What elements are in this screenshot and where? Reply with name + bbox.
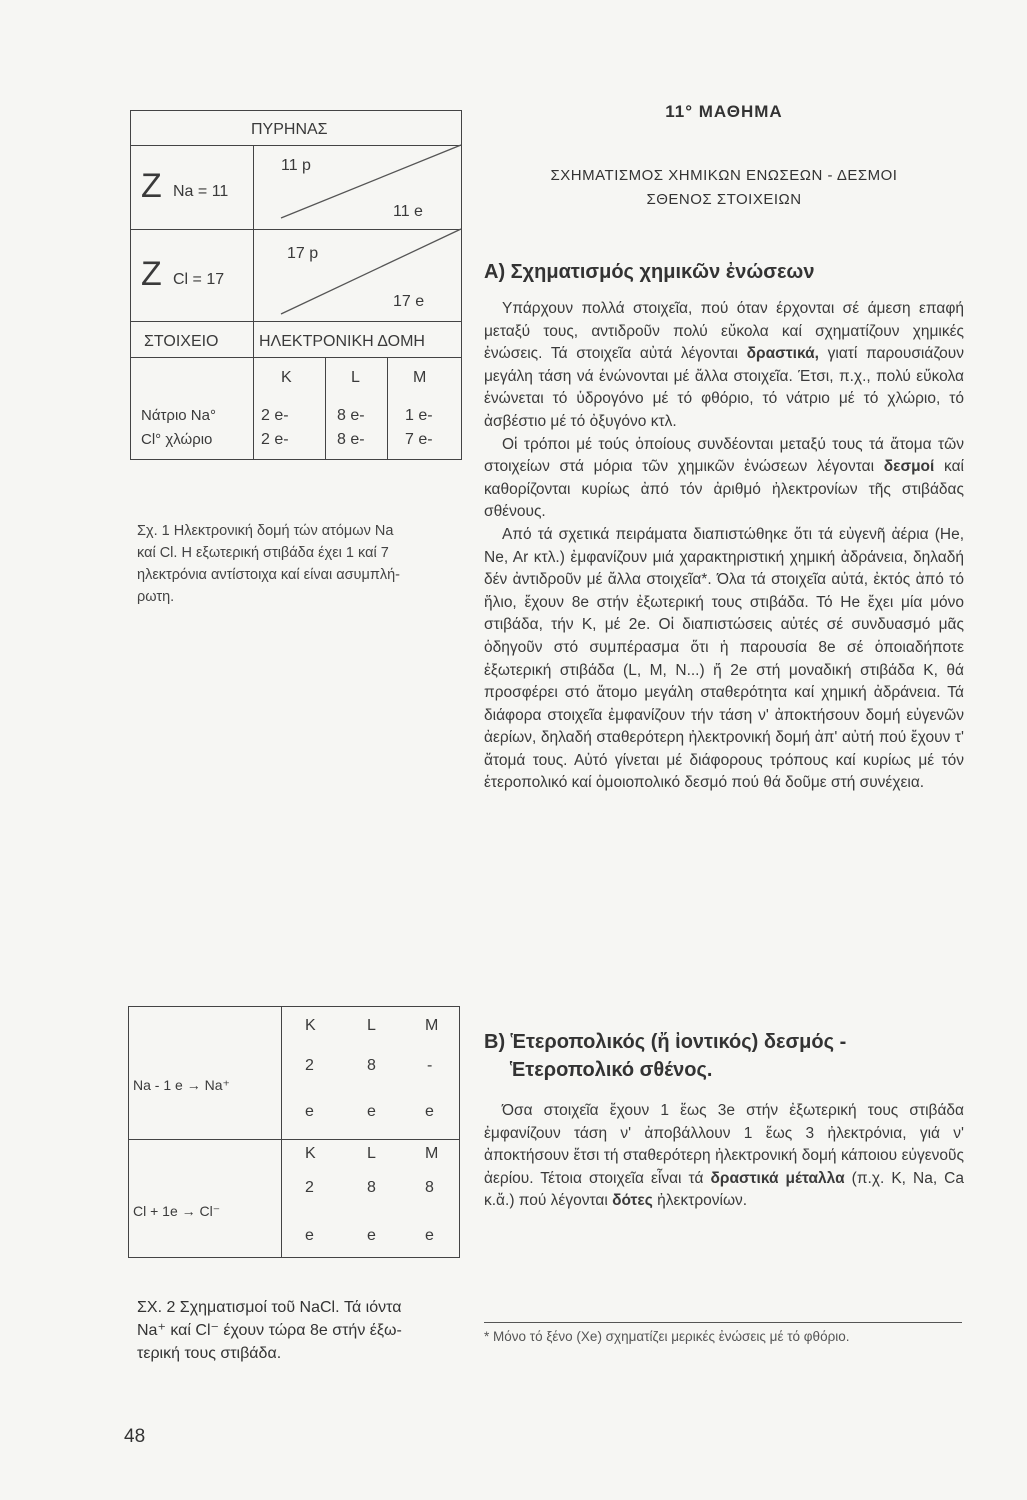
na-l-unit: e	[367, 1103, 376, 1120]
nucleus-structure-table	[130, 110, 462, 460]
nacl-formation-table	[128, 1006, 460, 1258]
element-sodium: Νάτριο Na°	[141, 407, 216, 424]
bold-term: δότες	[612, 1192, 653, 1210]
cl-m-count: 8	[425, 1179, 434, 1196]
section-a-paragraph-2: Οἱ τρόποι μέ τούς ὁποίους συνδέονται μεταξύ τους τά ἄτομα τῶν στοιχείων στά μόρια τῶν χημικῶν ἐνώσεων λέγονται δεσμοί καί καθορίζονται κυρίως ἀπό τόν ἀριθμό ἠλεκτρονίων τῆς στιβάδας σθένους.	[484, 435, 964, 521]
na-k-count: 2	[305, 1057, 314, 1074]
z-na-symbol: Z	[141, 167, 162, 205]
na-electrons: 11 e	[393, 203, 423, 220]
lesson-subtitle-line1: ΣΧΗΜΑΤΙΣΜΟΣ ΧΗΜΙΚΩΝ ΕΝΩΣΕΩΝ - ΔΕΣΜΟΙ	[550, 167, 898, 184]
na-equation: Na - 1 e → Na⁺	[133, 1077, 230, 1093]
na-l-value: 8 e-	[337, 407, 365, 424]
na-m-value: 1 e-	[405, 407, 433, 424]
lesson-subtitle	[484, 164, 964, 212]
cl-equation: Cl + 1e → Cl⁻	[133, 1203, 221, 1219]
na-k-unit: e	[305, 1103, 314, 1120]
section-a-paragraph-3: Από τά σχετικά πειράματα διαπιστώθηκε ὅτι τά εὐγενῆ ἀέρια (He, Ne, Ar κτλ.) ἐμφανίζουν μιά χαρακτηριστική χημική ἀδράνεια, δηλαδή δέν ἀντιδροῦν μέ ἄλλα στοιχεῖα*. Όλα τά στοιχεῖα αὐτά, ἐκτός ἀπό τό ἥλιο, ἔχουν 8e στήν ἐξωτερική τους στιβάδα. Τό He ἔχει μία μόνο στιβάδα, τήν Κ, μέ 2e. Οἱ διαπιστώσεις αὐτές σέ συνδυασμό μᾶς ὁδηγοῦν στό συμπέρασμα ὅτι ἡ παρουσία 8e σέ ὁποιαδήποτε ἐξωτερική στιβάδα (L, M, N...) ἤ 2e στή μοναδική στιβάδα Κ, θά προσφέρει στό ἄτομο μεγάλη σταθερότητα καί χημική ἀδράνεια. Τά διάφορα στοιχεῖα ἐμφανίζουν τήν τάση ν' ἀποκτήσουν δομή εὐγενῶν ἀερίων, δηλαδή σταθερότερη ἠλεκτρονική δομή ἀπ' αὐτή πού ἔχουν τ' ἄτομά τους. Αὐτό γίνεται μέ διάφορους τρόπους καί κυρίως μέ τόν ἑτεροπολικό καί ὁμοιοπολικό δεσμό πού θά δοῦμε στή συνέχεια.	[484, 525, 964, 792]
t2-shell-k: K	[305, 1017, 316, 1034]
bold-term: δραστικά,	[746, 345, 819, 363]
col-structure-header: ΗΛΕΚΤΡΟΝΙΚΗ ΔΟΜΗ	[259, 333, 425, 350]
z-cl-symbol: Z	[141, 255, 162, 293]
lesson-title: 11° ΜΑΘΗΜΑ	[665, 102, 783, 121]
section-a-heading: Α) Σχηματισμός χημικῶν ἐνώσεων	[484, 261, 815, 283]
cl-m-unit: e	[425, 1227, 434, 1244]
cl-l-unit: e	[367, 1227, 376, 1244]
t2-shell-m2: M	[425, 1145, 439, 1162]
footnote-divider	[484, 1322, 962, 1323]
bold-term: δεσμοί	[883, 458, 935, 476]
z-na-label: Na = 11	[173, 183, 229, 200]
caption2-line: τερική τους στιβάδα.	[137, 1345, 282, 1362]
bold-term: δραστικά μέταλλα	[710, 1169, 845, 1187]
na-m-count: -	[427, 1057, 433, 1074]
section-a-paragraph-1: Υπάρχουν πολλά στοιχεῖα, πού όταν έρχονται σέ άμεση επαφή μεταξύ τους, αντιδροῦν πολύ εὔκολα καί σχηματίζουν χημικές ἐνώσεις. Τά στοιχεῖα αὐτά λέγονται δραστικά, γιατί παρουσιάζουν μεγάλη τάση νά ἑνώνονται μέ ἄλλα στοιχεῖα. Έτσι, π.χ., πολύ εὔκολα ἑνώνεται τό ὑδρογόνο μέ τό φθόριο, τό νάτριο μέ τό χλώριο, τό ἀσβέστιο μέ τό ὀξυγόνο κτλ.	[484, 300, 964, 430]
lesson-subtitle-line2: ΣΘΕΝΟΣ ΣΤΟΙΧΕΙΩΝ	[646, 191, 802, 208]
caption2-line: Na⁺ καί Cl⁻ έχουν τώρα 8e στήν έξω-	[137, 1322, 402, 1339]
cl-m-value: 7 e-	[405, 431, 433, 448]
na-l-count: 8	[367, 1057, 376, 1074]
na-protons: 11 p	[281, 157, 311, 174]
footnote: * Μόνο τό ξένο (Xe) σχηματίζει μερικές ἐνώσεις μέ τό φθόριο.	[484, 1329, 850, 1344]
cl-l-count: 8	[367, 1179, 376, 1196]
cl-k-value: 2 e-	[261, 431, 289, 448]
na-m-unit: e	[425, 1103, 434, 1120]
section-a-body	[484, 298, 964, 795]
t2-shell-l: L	[367, 1017, 376, 1034]
caption1-line: Σχ. 1 Ηλεκτρονική δομή τών ατόμων Na	[137, 523, 394, 539]
na-k-value: 2 e-	[261, 407, 289, 424]
figure1-caption	[137, 520, 467, 608]
cl-electrons: 17 e	[393, 293, 425, 310]
section-b-heading	[484, 1028, 964, 1084]
t2-shell-m: M	[425, 1017, 439, 1034]
cl-l-value: 8 e-	[337, 431, 365, 448]
element-chlorine: Cl° χλώριο	[141, 431, 213, 448]
z-cl-label: Cl = 17	[173, 271, 225, 288]
t2-shell-k2: K	[305, 1145, 316, 1162]
cl-protons: 17 p	[287, 245, 319, 262]
section-b-heading-line1: Β) Ἑτεροπολικός (ἤ ἰοντικός) δεσμός -	[484, 1031, 847, 1053]
cl-k-unit: e	[305, 1227, 314, 1244]
cl-k-count: 2	[305, 1179, 314, 1196]
shell-m: M	[413, 369, 427, 386]
caption1-line: καί Cl. Η εξωτερική στιβάδα έχει 1 καί 7	[137, 545, 389, 561]
caption1-line: ρωτη.	[137, 589, 175, 605]
shell-k: K	[281, 369, 292, 386]
section-b-body	[484, 1100, 964, 1213]
caption1-line: ηλεκτρόνια αντίστοιχα καί είναι ασυμπλή-	[137, 567, 400, 583]
section-b-heading-line2: Ἑτεροπολικό σθένος.	[510, 1059, 713, 1081]
table1-header: ΠΥΡΗΝΑΣ	[251, 121, 328, 138]
figure2-caption	[137, 1296, 467, 1365]
caption2-line: ΣΧ. 2 Σχηματισμοί τοῦ NaCl. Τά ιόντα	[137, 1299, 402, 1316]
page-number: 48	[124, 1426, 146, 1447]
t2-shell-l2: L	[367, 1145, 376, 1162]
section-b-paragraph-1: Όσα στοιχεῖα ἔχουν 1 ἕως 3e στήν ἐξωτερική τους στιβάδα ἐμφανίζουν τάση ν' ἀποβάλλουν 1 ἕως 3 ἠλεκτρόνια, γιά ν' ἀποκτήσουν ἔτσι τή σταθερότερη ἠλεκτρονική δομή κάποιου εὐγενοῦς ἀερίου. Τέτοια στοιχεῖα εἶναι τά δραστικά μέταλλα (π.χ. Κ, Na, Ca κ.ἄ.) πού λέγονται δότες ἠλεκτρονίων.	[484, 1102, 965, 1210]
col-element-header: ΣΤΟΙΧΕΙΟ	[144, 333, 219, 350]
shell-l: L	[351, 369, 360, 386]
